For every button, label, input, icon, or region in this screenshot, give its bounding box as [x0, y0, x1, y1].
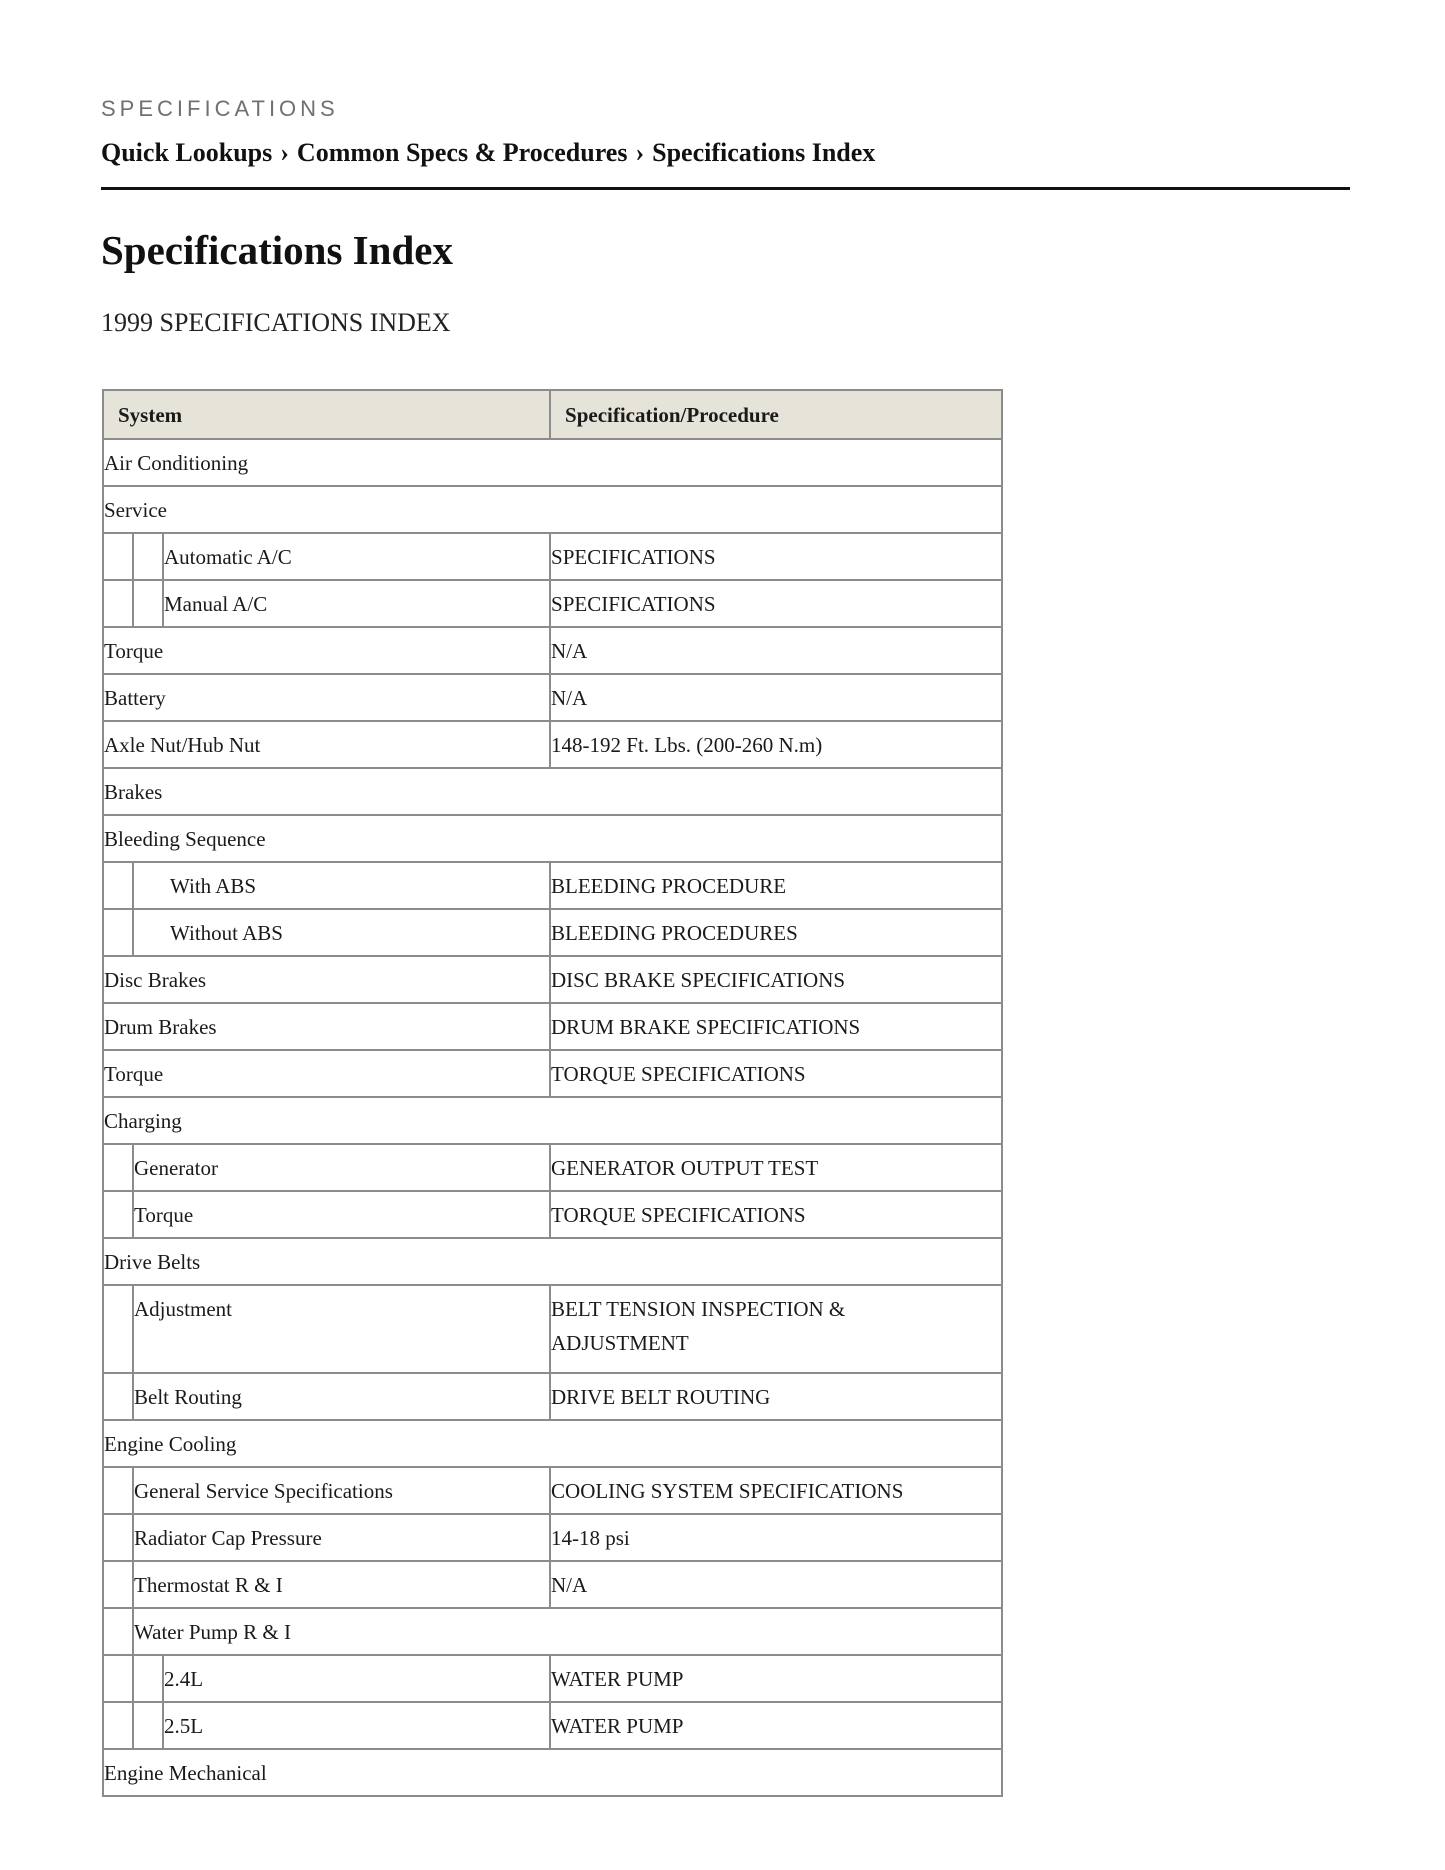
column-header-system: System: [103, 390, 550, 439]
system-cell: Radiator Cap Pressure: [133, 1514, 550, 1561]
system-cell: Adjustment: [133, 1285, 550, 1373]
section-kicker: SPECIFICATIONS: [101, 96, 339, 121]
system-cell: Axle Nut/Hub Nut: [103, 721, 550, 768]
specifications-table: [102, 389, 1003, 1797]
spec-link[interactable]: BELT TENSION INSPECTION & ADJUSTMENT: [550, 1285, 1002, 1373]
system-cell: Without ABS: [133, 909, 550, 956]
table-row: [103, 909, 1002, 956]
spec-value: N/A: [550, 674, 1002, 721]
system-cell: 2.5L: [163, 1702, 550, 1749]
system-cell: Manual A/C: [163, 580, 550, 627]
spec-link[interactable]: SPECIFICATIONS: [550, 580, 1002, 627]
indent-cell: [103, 1655, 133, 1702]
table-row: [103, 1238, 1002, 1285]
indent-cell: [103, 1373, 133, 1420]
table-row: [103, 1608, 1002, 1655]
system-cell: Belt Routing: [133, 1373, 550, 1420]
spec-link[interactable]: BLEEDING PROCEDURE: [550, 862, 1002, 909]
spec-link[interactable]: SPECIFICATIONS: [550, 533, 1002, 580]
indent-cell: [133, 1702, 163, 1749]
table-row: [103, 1561, 1002, 1608]
indent-cell: [103, 1561, 133, 1608]
table-row: [103, 1003, 1002, 1050]
indent-cell: [133, 533, 163, 580]
table-row: [103, 862, 1002, 909]
header-divider: [101, 187, 1350, 190]
table-row: [103, 768, 1002, 815]
system-cell: Automatic A/C: [163, 533, 550, 580]
spec-link[interactable]: DISC BRAKE SPECIFICATIONS: [550, 956, 1002, 1003]
indent-cell: [133, 580, 163, 627]
indent-cell: [103, 1702, 133, 1749]
spec-link[interactable]: GENERATOR OUTPUT TEST: [550, 1144, 1002, 1191]
spec-value: 148-192 Ft. Lbs. (200-260 N.m): [550, 721, 1002, 768]
breadcrumb-item-specifications-index: Specifications Index: [652, 138, 876, 167]
spec-value: 14-18 psi: [550, 1514, 1002, 1561]
table-row: [103, 580, 1002, 627]
system-cell: Water Pump R & I: [133, 1608, 1002, 1655]
system-cell: Thermostat R & I: [133, 1561, 550, 1608]
system-cell: Battery: [103, 674, 550, 721]
indent-cell: [103, 1514, 133, 1561]
indent-cell: [103, 533, 133, 580]
page-title: Specifications Index: [101, 227, 453, 273]
indent-cell: [103, 862, 133, 909]
indent-cell: [103, 580, 133, 627]
indent-cell: [103, 1191, 133, 1238]
table-row: [103, 1191, 1002, 1238]
table-row: [103, 815, 1002, 862]
table-row: [103, 956, 1002, 1003]
table-row: [103, 1749, 1002, 1796]
indent-cell: [103, 1144, 133, 1191]
table-row: [103, 1467, 1002, 1514]
system-cell: Torque: [103, 1050, 550, 1097]
breadcrumb-separator: ›: [280, 138, 289, 167]
indent-cell: [103, 1467, 133, 1514]
system-cell: Engine Mechanical: [103, 1749, 1002, 1796]
indent-cell: [133, 1655, 163, 1702]
system-cell: 2.4L: [163, 1655, 550, 1702]
indent-cell: [103, 1608, 133, 1655]
table-row: [103, 721, 1002, 768]
system-cell: Air Conditioning: [103, 439, 1002, 486]
spec-link[interactable]: TORQUE SPECIFICATIONS: [550, 1191, 1002, 1238]
table-row: [103, 1144, 1002, 1191]
spec-link[interactable]: WATER PUMP: [550, 1702, 1002, 1749]
spec-link[interactable]: TORQUE SPECIFICATIONS: [550, 1050, 1002, 1097]
system-cell: Bleeding Sequence: [103, 815, 1002, 862]
system-cell: Disc Brakes: [103, 956, 550, 1003]
table-row: [103, 674, 1002, 721]
table-row: [103, 1514, 1002, 1561]
system-cell: Brakes: [103, 768, 1002, 815]
table-row: [103, 486, 1002, 533]
system-cell: General Service Specifications: [133, 1467, 550, 1514]
system-cell: With ABS: [133, 862, 550, 909]
table-row: [103, 1655, 1002, 1702]
system-cell: Torque: [133, 1191, 550, 1238]
table-row: [103, 439, 1002, 486]
system-cell: Drive Belts: [103, 1238, 1002, 1285]
table-row: [103, 1097, 1002, 1144]
spec-value: N/A: [550, 1561, 1002, 1608]
spec-link[interactable]: DRIVE BELT ROUTING: [550, 1373, 1002, 1420]
spec-link[interactable]: BLEEDING PROCEDURES: [550, 909, 1002, 956]
spec-link[interactable]: DRUM BRAKE SPECIFICATIONS: [550, 1003, 1002, 1050]
system-cell: Torque: [103, 627, 550, 674]
spec-link[interactable]: COOLING SYSTEM SPECIFICATIONS: [550, 1467, 1002, 1514]
page-subtitle: 1999 SPECIFICATIONS INDEX: [101, 308, 451, 337]
spec-value: N/A: [550, 627, 1002, 674]
table-row: [103, 1285, 1002, 1373]
breadcrumb: [101, 138, 875, 168]
table-row: [103, 1702, 1002, 1749]
system-cell: Drum Brakes: [103, 1003, 550, 1050]
table-row: [103, 1050, 1002, 1097]
table-header-row: [103, 390, 1002, 439]
breadcrumb-item-common-specs[interactable]: Common Specs & Procedures: [296, 138, 628, 167]
table-row: [103, 533, 1002, 580]
system-cell: Engine Cooling: [103, 1420, 1002, 1467]
table-row: [103, 1373, 1002, 1420]
breadcrumb-separator: ›: [635, 138, 645, 167]
table-row: [103, 1420, 1002, 1467]
system-cell: Generator: [133, 1144, 550, 1191]
breadcrumb-item-quick-lookups[interactable]: Quick Lookups: [101, 138, 273, 167]
indent-cell: [103, 909, 133, 956]
column-header-spec: Specification/Procedure: [550, 390, 1002, 439]
table-row: [103, 627, 1002, 674]
indent-cell: [103, 1285, 133, 1373]
system-cell: Service: [103, 486, 1002, 533]
spec-link[interactable]: WATER PUMP: [550, 1655, 1002, 1702]
system-cell: Charging: [103, 1097, 1002, 1144]
